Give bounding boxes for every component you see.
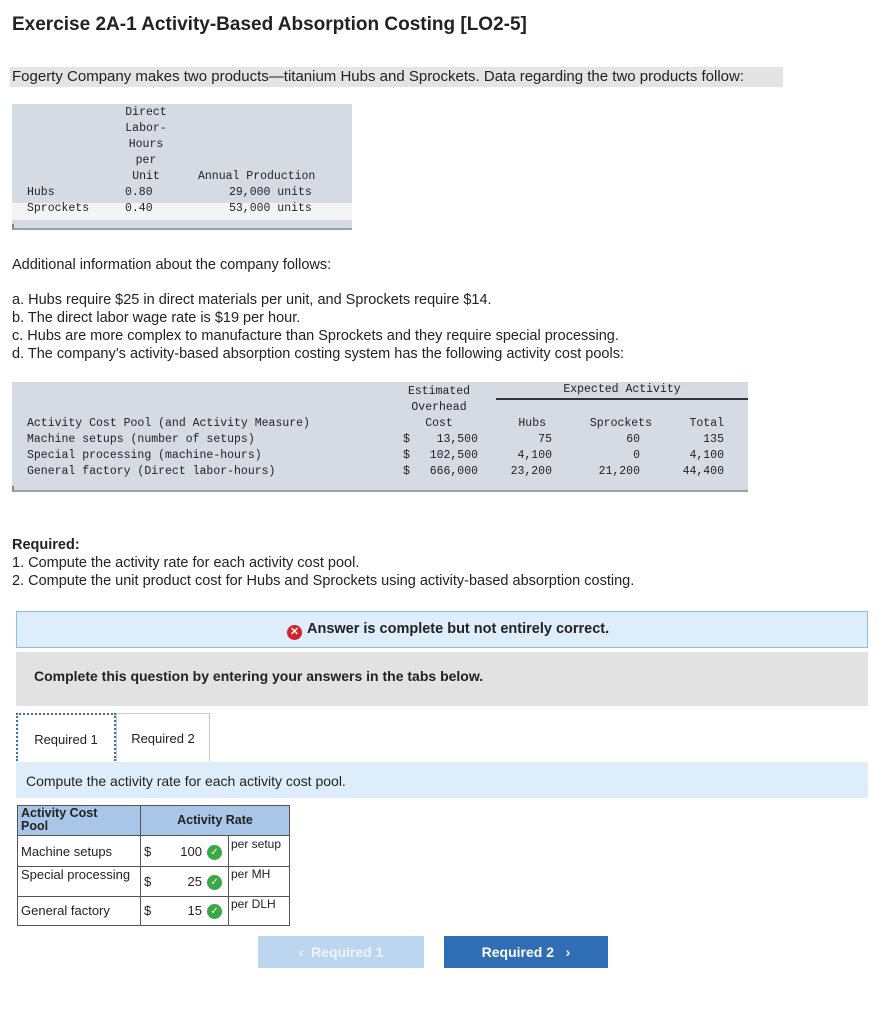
pool-total: 44,400 xyxy=(682,465,724,478)
additional-item-c: c. Hubs are more complex to manufacture than Sprockets and they require special processing. xyxy=(12,328,619,344)
header-activity-rate: Activity Rate xyxy=(177,813,253,827)
header-dlh-5: Unit xyxy=(132,170,160,183)
additional-intro: Additional information about the company follows: xyxy=(12,257,332,273)
banner-text: Answer is complete but not entirely correct. xyxy=(307,621,610,637)
required-item-2: 2. Compute the unit product cost for Hubs and Sprockets using activity-based absorption costing. xyxy=(12,573,635,589)
instructions-box xyxy=(16,652,868,706)
products-table xyxy=(12,104,352,230)
pool-sprockets: 0 xyxy=(633,449,640,462)
header-est-3: Cost xyxy=(425,417,453,430)
header-annual-production: Annual Production xyxy=(198,170,316,183)
pool-cost-currency: $ xyxy=(403,449,410,462)
activity-pools-table xyxy=(12,382,748,492)
header-activity-cost-pool: Activity Cost Pool xyxy=(21,806,98,833)
chevron-right-icon: › xyxy=(565,944,571,960)
additional-item-a: a. Hubs require $25 in direct materials per unit, and Sprockets require $14. xyxy=(12,292,492,308)
answer-rate-input[interactable]: 25 xyxy=(187,874,202,889)
answer-pool-name: Special processing xyxy=(21,867,131,882)
incorrect-x-icon: ✕ xyxy=(287,625,302,640)
pool-cost: 13,500 xyxy=(436,433,478,446)
header-dlh-4: per xyxy=(135,154,157,167)
correct-check-icon: ✓ xyxy=(207,904,222,919)
row-name: Sprockets xyxy=(27,202,90,215)
pool-name: General factory (Direct labor-hours) xyxy=(27,465,276,478)
instruction-text: Compute the activity rate for each activity cost pool. xyxy=(26,773,346,789)
complete-text: Complete this question by entering your answers in the tabs below. xyxy=(34,668,484,684)
header-est-1: Estimated xyxy=(407,385,471,398)
pool-name: Machine setups (number of setups) xyxy=(27,433,255,446)
answer-currency: $ xyxy=(144,903,152,918)
answer-unit: per DLH xyxy=(231,897,276,911)
next-button[interactable] xyxy=(444,936,608,968)
row-dlh: 0.40 xyxy=(125,202,153,215)
header-hubs: Hubs xyxy=(518,417,546,430)
answer-currency: $ xyxy=(144,844,152,859)
tab-instruction xyxy=(16,762,868,798)
pool-hubs: 4,100 xyxy=(517,449,552,462)
required-heading: Required: xyxy=(12,537,80,553)
tab-label: Required 1 xyxy=(34,732,98,747)
pool-cost-currency: $ xyxy=(403,433,410,446)
header-pool: Activity Cost Pool (and Activity Measure) xyxy=(27,417,310,430)
pool-cost: 666,000 xyxy=(429,465,478,478)
pool-total: 4,100 xyxy=(689,449,724,462)
pool-cost-currency: $ xyxy=(403,465,410,478)
row-name: Hubs xyxy=(27,186,55,199)
result-banner xyxy=(16,611,868,648)
pool-total: 135 xyxy=(703,433,724,446)
tab-label: Required 2 xyxy=(131,731,195,746)
pool-hubs: 23,200 xyxy=(510,465,552,478)
answer-unit: per setup xyxy=(231,837,282,851)
tab-required-2[interactable] xyxy=(116,713,210,761)
row-production: 53,000 units xyxy=(229,202,312,215)
page-title: Exercise 2A-1 Activity-Based Absorption Costing [LO2-5] xyxy=(12,14,527,35)
header-dlh-3: Hours xyxy=(128,138,164,151)
row-production: 29,000 units xyxy=(229,186,312,199)
prev-button[interactable] xyxy=(258,936,424,968)
tab-required-1[interactable] xyxy=(16,713,116,761)
correct-check-icon: ✓ xyxy=(207,845,222,860)
required-item-1: 1. Compute the activity rate for each activity cost pool. xyxy=(12,555,360,571)
answer-unit: per MH xyxy=(231,867,271,881)
header-dlh-1: Direct xyxy=(125,106,167,119)
chevron-left-icon: ‹ xyxy=(298,944,304,960)
answer-pool-name: General factory xyxy=(21,903,110,918)
prev-label: Required 1 xyxy=(311,944,384,960)
next-label: Required 2 xyxy=(481,944,554,960)
header-sprockets: Sprockets xyxy=(589,417,652,430)
row-dlh: 0.80 xyxy=(125,186,153,199)
pool-cost: 102,500 xyxy=(429,449,478,462)
answer-currency: $ xyxy=(144,874,152,889)
header-dlh-2: Labor- xyxy=(125,122,167,135)
intro-text: Fogerty Company makes two products—titanium Hubs and Sprockets. Data regarding the two products follow: xyxy=(10,67,783,87)
answer-table xyxy=(17,805,290,926)
answer-rate-input[interactable]: 15 xyxy=(187,903,202,918)
header-est-2: Overhead xyxy=(411,401,467,414)
pool-sprockets: 21,200 xyxy=(598,465,640,478)
correct-check-icon: ✓ xyxy=(207,875,222,890)
pool-hubs: 75 xyxy=(538,433,552,446)
answer-rate-input[interactable]: 100 xyxy=(180,844,202,859)
additional-item-d: d. The company’s activity-based absorption costing system has the following activity cost pools: xyxy=(12,346,624,362)
header-total: Total xyxy=(689,417,724,430)
answer-pool-name: Machine setups xyxy=(21,844,113,859)
header-expected-activity: Expected Activity xyxy=(496,383,748,400)
additional-item-b: b. The direct labor wage rate is $19 per hour. xyxy=(12,310,301,326)
pool-name: Special processing (machine-hours) xyxy=(27,449,262,462)
pool-sprockets: 60 xyxy=(626,433,640,446)
